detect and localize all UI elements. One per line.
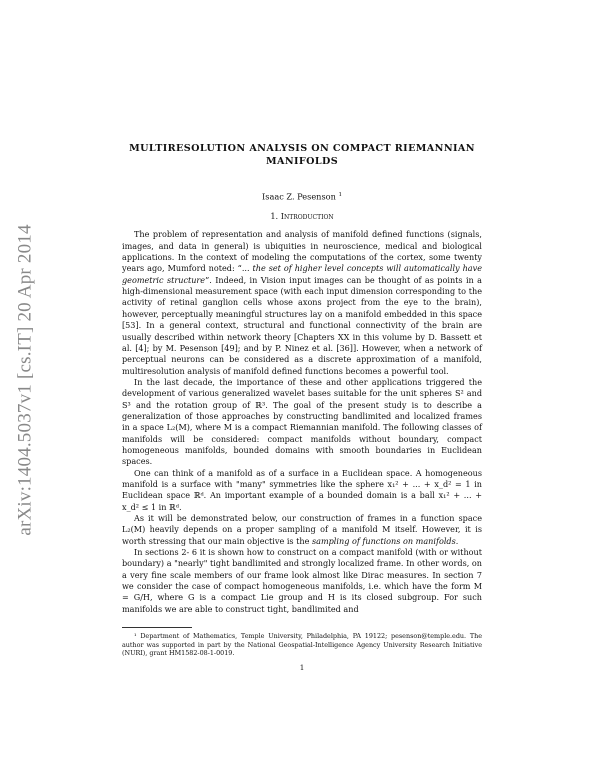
author-name: Isaac Z. Pesenson — [262, 191, 336, 202]
paragraph-4 — [122, 513, 482, 547]
arxiv-identifier: arXiv:1404.5037v1 [cs.IT] 20 Apr 2014 — [15, 224, 37, 536]
quote-text: ... the set of higher level concepts will automatically have geometric structure — [122, 263, 482, 285]
paragraph-2: In the last decade, the importance of these and other applications triggered the development of various generalized wavelet bases suitable for the unit spheres S² and S³ and the rotation group of ℝ³. The goal of the present study is to describe a generalization of those approaches by constructing bandlimited and localized frames in a space L₂(M), where M is a compact Riemannian manifold. The following classes of manifolds will be considered: compact manifolds without boundary, compact homogeneous manifolds, bounded domains with smooth boundaries in Euclidean spaces. — [122, 376, 482, 467]
paragraph-text: As it will be demonstrated below, our construction of frames in a function space L₂(M) heavily depends on a proper sampling of a manifold M itself. However, it is worth stressing that our main objective is the — [122, 513, 482, 546]
footnote: ¹ Department of Mathematics, Temple University, Philadelphia, PA 19122; pesenson@temple.edu. The author was supported in part by the National Geospatial-Intelligence Agency University Research Initiative (NURI), grant HM1582-08-1-0019. — [122, 632, 482, 658]
section-heading: 1. Introduction — [270, 211, 334, 222]
paragraph-text: The problem of representation and analysis of manifold defined functions (signals, images, and data in general) is ubiquities in neuroscience, medical and biological applications. In the context of modeling the computations of the cortex, some twenty years ago, Mumford noted: “ — [122, 229, 482, 274]
page-number: 1 — [299, 662, 305, 672]
paragraph-1 — [122, 229, 482, 376]
author-line — [122, 190, 482, 203]
paragraph-5: In sections 2- 6 it is shown how to construct on a compact manifold (with or without boundary) a "nearly" tight bandlimited and strongly localized frame. In other words, on a very fine scale members of our frame look almost like Dirac measures. In section 7 we consider the case of compact homogeneous manifolds, i.e. which have the form M = G/H, where G is a compact Lie group and H is its closed subgroup. For such manifolds we are able to construct tight, bandlimited and — [122, 547, 482, 614]
paper-title: MULTIRESOLUTION ANALYSIS ON COMPACT RIEMANNIAN MANIFOLDS — [129, 143, 475, 167]
arxiv-stamp — [6, 165, 46, 595]
author-footnote-mark: 1 — [338, 192, 342, 198]
footnote-divider — [122, 627, 192, 628]
emphasis-text: sampling of functions on manifolds — [311, 535, 456, 546]
paragraph-text: ”. Indeed, in Vision input images can be thought of as points in a high-dimensional measurement space (with each input dimension corresponding to the activity of retinal ganglion cells whose axons project from the eye to the brain), however, perceptually meaningful structures lay on a manifold embedded in this space [53]. In a general context, structural and functional connectivity of the brain are usually described within network theory [Chapters XX in this volume by D. Bassett et al. [4]; by M. Pesenson [49]; and by P. Ninez et al. [36]]. However, when a network of perceptual neurons can be considered as a discrete approximation of a manifold, multiresolution analysis of manifold defined functions becomes a powerful tool. — [122, 274, 482, 376]
paper-page — [122, 142, 482, 673]
paragraph-3: One can think of a manifold as of a surface in a Euclidean space. A homogeneous manifold is a surface with "many" symmetries like the sphere x₁² + ... + x_d² = 1 in Euclidean space ℝᵈ. An important example of a bounded domain is a ball x₁² + ... + x_d² ≤ 1 in ℝᵈ. — [122, 467, 482, 512]
paragraph-text: . — [455, 535, 459, 546]
